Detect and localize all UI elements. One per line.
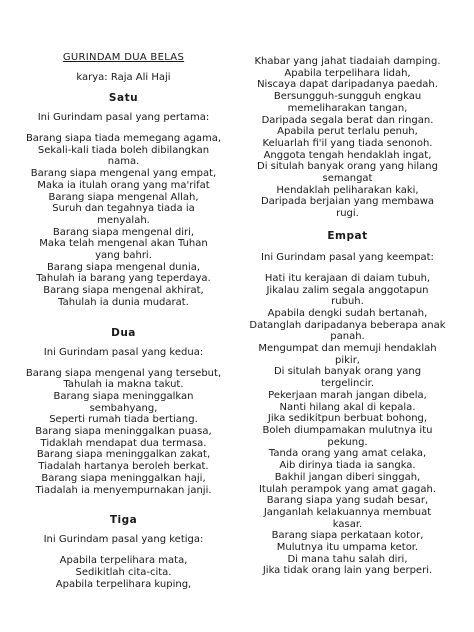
section-intro: Ini Gurindam pasal yang kedua: (43, 346, 204, 358)
poem-line: Aib dirinya tiada ia sangka. (279, 460, 416, 472)
poem-line: Maka telah mengenal akan Tuhan (39, 238, 208, 250)
continued-lines (240, 56, 455, 220)
poem-line: Barang siapa mengenal Allah, (48, 191, 199, 203)
poem-author: karya: Raja Ali Haji (76, 72, 171, 83)
poem-line: Barang siapa mengenal dunia, (46, 261, 201, 273)
poem-line: Nanti hilang akal di kepala. (279, 401, 416, 413)
poem-line: Bersungguh-sungguh engkau (273, 91, 422, 103)
section-lines (16, 368, 231, 497)
poem-line: Tiadalah ia menyempurnakan janji. (35, 484, 212, 496)
poem-line: pekung. (327, 436, 368, 448)
left-column (16, 52, 231, 590)
section-intro: Ini Gurindam pasal yang ketiga: (43, 534, 204, 546)
poem-line: Datanglah daripadanya beberapa anak (249, 319, 446, 331)
poem-line: Jika tidak orang lain yang berperi. (262, 565, 433, 577)
section-lines (240, 273, 455, 577)
section-intro: Ini Gurindam pasal yang keempat: (261, 251, 434, 263)
poem-line: Barang siapa meninggalkan puasa, (35, 426, 212, 438)
section-lines (16, 133, 231, 309)
poem-line: Barang siapa mengenal diri, (52, 226, 195, 238)
poem-line: panah. (330, 331, 365, 343)
poem-line: Daripada segala berat dan ringan. (261, 114, 434, 126)
poem-line: Mengumpat dan memuji hendaklah (258, 343, 437, 355)
poem-line: Sedikitlah cita-cita. (75, 566, 172, 578)
poem-line: Apabila terpelihara mata, (59, 555, 188, 567)
poem-line: Tahulah ia makna takut. (63, 379, 184, 391)
poem-line: Mulutnya itu umpama ketor. (276, 542, 419, 554)
poem-line: Barang siapa yang sudah besar, (266, 495, 429, 507)
poem-line: Jika sedikitpun berbuat bohong, (267, 413, 428, 425)
poem-line: Keluarlah fi'il yang tiada senonoh. (262, 137, 433, 149)
poem-line: Hendaklah peliharakan kaki, (276, 184, 419, 196)
poem-line: memeliharakan tangan, (287, 102, 408, 114)
poem-line: Di situlah banyak orang yang hilang (257, 161, 438, 173)
poem-line: Apabila terpelihara lidah, (284, 67, 411, 79)
poem-line: tergelincir. (320, 378, 375, 390)
poem-line: menyalah. (97, 214, 150, 226)
section-empat (240, 230, 455, 577)
poem-title: GURINDAM DUA BELAS (62, 52, 185, 63)
poem-line: Barang siapa meninggalkan zakat, (36, 449, 211, 461)
poem-line: rugi. (336, 208, 359, 220)
poem-line: Di situlah banyak orang yang (273, 366, 422, 378)
poem-line: Tiadalah hartanya beroleh berkat. (38, 461, 209, 473)
poem-line: Pekerjaan marah jangan dibela, (268, 389, 427, 401)
poem-line: Boleh diumpamakan mulutnya itu (262, 424, 433, 436)
poem-line: Barang siapa mengenal yang empat, (30, 168, 217, 180)
section-intro: Ini Gurindam pasal yang pertama: (37, 112, 210, 123)
section-heading: Tiga (109, 514, 138, 527)
poem-line: Jikalau zalim segala anggotapun (266, 284, 429, 296)
poem-line: rubuh. (331, 296, 364, 308)
section-satu (16, 92, 231, 309)
poem-line: Niscaya dapat daripadanya paedah. (257, 79, 438, 91)
poem-line: Janganlah kelakuannya membuat (263, 506, 432, 518)
poem-line: Suruh dan tegahnya tiada ia (52, 203, 195, 215)
section-tiga (16, 514, 231, 590)
poem-line: pikir, (335, 354, 360, 366)
poem-line: Anggota tengah hendaklah ingat, (263, 149, 432, 161)
poem-line: Tidaklah mendapat dua termasa. (40, 437, 207, 449)
poem-line: Tahulah ia barang yang teperdaya. (36, 273, 211, 285)
poem-line: nama. (107, 156, 140, 168)
poem-line: Bakhil jangan diberi singgah, (274, 471, 421, 483)
poem-line: Hati itu kerajaan di daiam tubuh, (264, 272, 431, 284)
right-column (240, 56, 455, 577)
section-lines (16, 555, 231, 590)
section-heading: Dua (111, 326, 136, 339)
poem-line: Barang siapa mengenal akhirat, (43, 285, 204, 297)
poem-line: Apabila perut terlalu penuh, (277, 126, 418, 138)
poem-line: Maka ia itulah orang yang ma'rifat (37, 179, 210, 191)
poem-line: kasar. (332, 518, 363, 530)
poem-line: Barang siapa perkataan kotor, (271, 530, 424, 542)
section-heading: Empat (327, 229, 368, 242)
poem-line: Sekali-kali tiada boleh dibilangkan (37, 144, 210, 156)
poem-line: Daripada berjaian yang membawa (260, 196, 435, 208)
poem-line: Barang siapa tiada memegang agama, (25, 133, 222, 144)
poem-line: Tanda orang yang amat celaka, (268, 448, 427, 460)
poem-line: sembahyang, (89, 402, 158, 414)
poem-line: Di mana tahu salah diri, (287, 553, 408, 565)
poem-line: Apabila dengki sudah bertanah, (267, 307, 428, 319)
poem-line: Barang siapa mengenal yang tersebut, (25, 367, 222, 379)
poem-line: Itulah perampok yang amat gagah. (258, 483, 437, 495)
poem-line: Khabar yang jahat tiadaiah damping. (254, 56, 441, 67)
poem-line: Barang siapa meninggalkan haji, (41, 472, 206, 484)
section-heading: Satu (108, 92, 139, 104)
poem-line: Tahulah ia dunia mudarat. (58, 296, 189, 308)
poem-line: Seperti rumah tiada bertiang. (49, 414, 198, 426)
poem-line: Apabila terpelihara kuping, (55, 578, 192, 590)
poem-line: semangat (322, 173, 373, 185)
section-dua (16, 327, 231, 497)
poem-line: yang bahri. (95, 250, 152, 262)
poem-line: Barang siapa meninggalkan (53, 390, 194, 402)
